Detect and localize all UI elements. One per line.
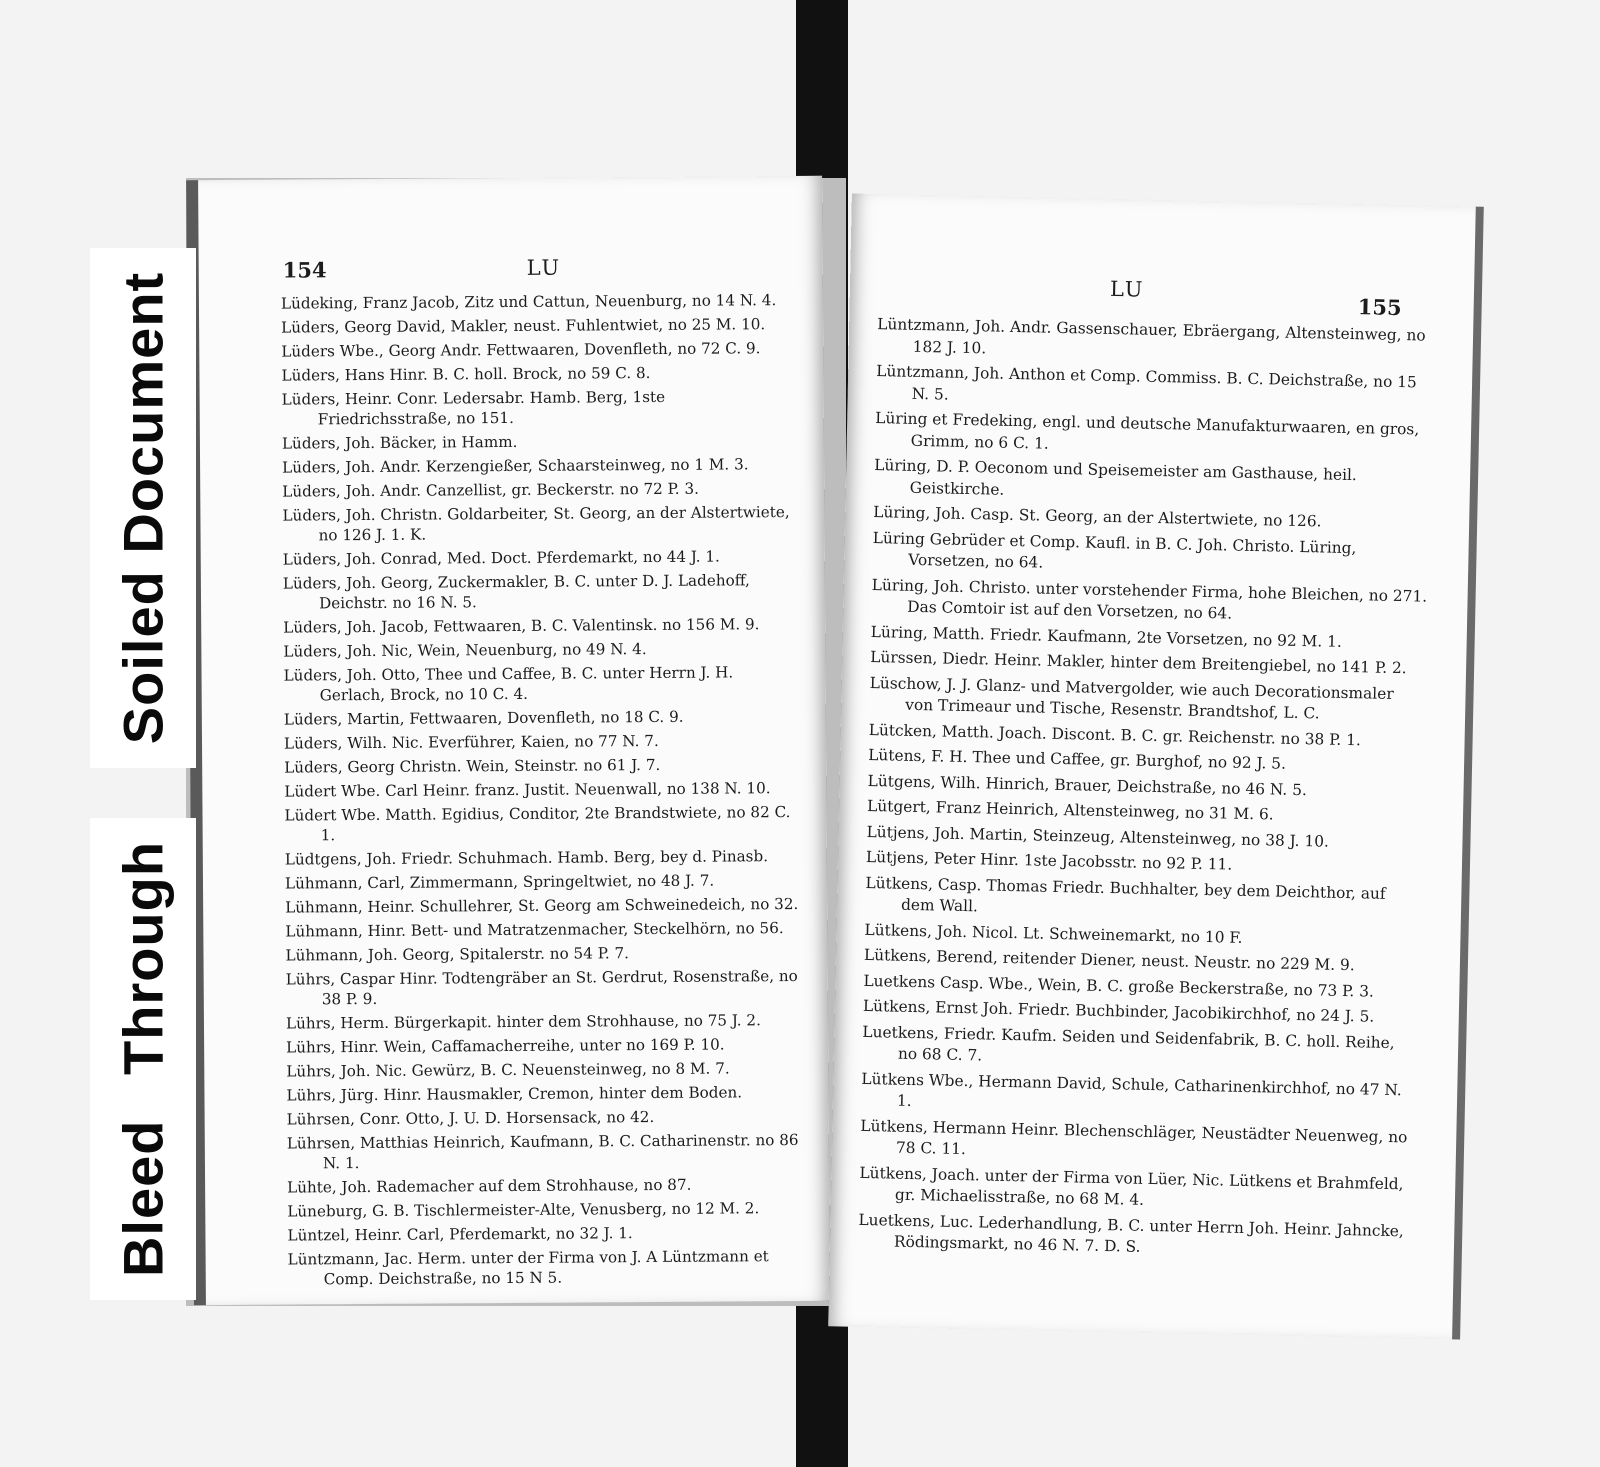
directory-entry: Lüders, Martin, Fettwaaren, Dovenfleth, no 18 C. 9. bbox=[283, 707, 684, 729]
directory-entry: Lühmann, Carl, Zimmermann, Springeltwiet, no 48 J. 7. bbox=[284, 871, 715, 893]
directory-entry: Lütgens, Wilh. Hinrich, Brauer, Deichstraße, no 46 N. 5. bbox=[867, 771, 1308, 799]
directory-entry: Lührs, Herm. Bürgerkapit. hinter dem Strohhause, no 75 J. 2. bbox=[285, 1011, 761, 1033]
soiled-document-label bbox=[90, 248, 196, 768]
directory-entry: Lütkens Wbe., Hermann David, Schule, Catharinenkirchhof, no 47 N. 1. bbox=[861, 1069, 1402, 1110]
directory-entry: Lührs, Hinr. Wein, Caffamacherreihe, unter no 169 P. 10. bbox=[286, 1035, 725, 1057]
bleed-through-label bbox=[90, 818, 196, 1300]
directory-entry: Lührs, Joh. Nic. Gewürz, B. C. Neuensteinweg, no 8 M. 7. bbox=[286, 1059, 730, 1081]
directory-entry: Lührs, Jürg. Hinr. Hausmakler, Cremon, hinter dem Boden. bbox=[286, 1083, 743, 1105]
directory-entry: Lüders Wbe., Georg Andr. Fettwaaren, Dovenfleth, no 72 C. 9. bbox=[281, 339, 761, 361]
left-page bbox=[186, 176, 830, 1305]
directory-entry: Lüring, Matth. Friedr. Kaufmann, 2te Vorsetzen, no 92 M. 1. bbox=[870, 622, 1343, 651]
directory-entry: Lüders, Joh. Bäcker, in Hamm. bbox=[281, 432, 518, 453]
directory-entry: Lüring Gebrüder et Comp. Kaufl. in B. C. Joh. Christo. Lüring, Vorsetzen, no 64. bbox=[872, 528, 1357, 572]
directory-entry: Luetkens Casp. Wbe., Wein, B. C. große Beckerstraße, no 73 P. 3. bbox=[863, 971, 1375, 1001]
directory-entry: Lühmann, Heinr. Schullehrer, St. Georg am Schweinedeich, no 32. bbox=[285, 894, 799, 917]
directory-entry: Lüders, Wilh. Nic. Everführer, Kaien, no 77 N. 7. bbox=[283, 731, 659, 753]
directory-entry: Lütjens, Joh. Martin, Steinzeug, Altensteinweg, no 38 J. 10. bbox=[866, 822, 1330, 851]
directory-entry: Lüring, Joh. Christo. unter vorstehender Firma, hohe Bleichen, no 271. Das Comtoir ist auf den Vorsetzen, no 64. bbox=[871, 575, 1428, 623]
directory-entry: Lürssen, Diedr. Heinr. Makler, hinter dem Breitengiebel, no 141 P. 2. bbox=[870, 647, 1407, 678]
running-head: LU bbox=[526, 255, 562, 280]
directory-entry: Lütkens, Hermann Heinr. Blechenschläger, Neustädter Neuenweg, no 78 C. 11. bbox=[860, 1116, 1408, 1159]
directory-entry: Lüders, Hans Hinr. B. C. holl. Brock, no 59 C. 8. bbox=[281, 363, 651, 385]
directory-entry: Lütcken, Matth. Joach. Discont. B. C. gr. Reichenstr. no 38 P. 1. bbox=[868, 720, 1362, 749]
directory-entry: Lütkens, Casp. Thomas Friedr. Buchhalter, bey dem Deichthor, auf dem Wall. bbox=[865, 873, 1386, 916]
directory-entry: Lüders, Joh. Otto, Thee und Caffee, B. C. unter Herrn J. H. Gerlach, Brock, no 10 C. 4. bbox=[283, 663, 734, 705]
directory-entries bbox=[199, 290, 830, 1290]
directory-entry: Luetkens, Friedr. Kaufm. Seiden und Seidenfabrik, B. C. holl. Reihe, no 68 C. 7. bbox=[862, 1022, 1395, 1065]
directory-entry: Lüntzmann, Joh. Anthon et Comp. Commiss. B. C. Deichstraße, no 15 N. 5. bbox=[876, 362, 1417, 404]
directory-entry: Lüneburg, G. B. Tischlermeister-Alte, Venusberg, no 12 M. 2. bbox=[287, 1199, 760, 1221]
directory-entries bbox=[830, 313, 1474, 1264]
directory-entry: Lüders, Joh. Andr. Kerzengießer, Schaarsteinweg, no 1 M. 3. bbox=[282, 455, 749, 477]
directory-entry: Lütjens, Peter Hinr. 1ste Jacobsstr. no 92 P. 11. bbox=[865, 847, 1233, 874]
directory-entry: Lühmann, Joh. Georg, Spitalerstr. no 54 P. 7. bbox=[285, 944, 630, 965]
directory-entry: Lüschow, J. J. Glanz- und Matvergolder, wie auch Decorationsmaler von Trimeaur und Tische, Resenstr. Brandtshof, L. C. bbox=[869, 673, 1394, 723]
directory-entry: Lüntzmann, Joh. Andr. Gassenschauer, Ebräergang, Altensteinweg, no 182 J. 10. bbox=[877, 315, 1426, 357]
directory-entry: Lüdert Wbe. Carl Heinr. franz. Justit. Neuenwall, no 138 N. 10. bbox=[284, 779, 771, 801]
directory-entry: Lüdeking, Franz Jacob, Zitz und Cattun, Neuenburg, no 14 N. 4. bbox=[280, 291, 777, 313]
label-text: Soiled Document bbox=[111, 271, 175, 745]
directory-entry: Lüntzel, Heinr. Carl, Pferdemarkt, no 32 J. 1. bbox=[287, 1224, 633, 1245]
directory-entry: Lüders, Georg Christn. Wein, Steinstr. no 61 J. 7. bbox=[284, 755, 661, 777]
directory-entry: Lüring, D. P. Oeconom und Speisemeister am Gasthause, heil. Geistkirche. bbox=[874, 456, 1358, 499]
directory-entry: Lührsen, Matthias Heinrich, Kaufmann, B. C. Catharinenstr. no 86 N. 1. bbox=[286, 1130, 799, 1173]
directory-entry: Lüders, Joh. Jacob, Fettwaaren, B. C. Valentinsk. no 156 M. 9. bbox=[283, 615, 760, 637]
directory-entry: Lüdtgens, Joh. Friedr. Schuhmach. Hamb. Berg, bey d. Pinasb. bbox=[284, 847, 769, 869]
directory-entry: Lütkens, Berend, reitender Diener, neust. Neustr. no 229 M. 9. bbox=[863, 945, 1355, 975]
directory-entry: Lüders, Joh. Andr. Canzellist, gr. Beckerstr. no 72 P. 3. bbox=[282, 479, 699, 501]
page-number: 155 bbox=[1357, 294, 1402, 321]
directory-entry: Lüders, Heinr. Conr. Ledersabr. Hamb. Berg, 1ste Friedrichsstraße, no 151. bbox=[281, 387, 666, 429]
directory-entry: Lühmann, Hinr. Bett- und Matratzenmacher, Steckelhörn, no 56. bbox=[285, 919, 784, 941]
directory-entry: Lütgert, Franz Heinrich, Altensteinweg, no 31 M. 6. bbox=[866, 796, 1274, 824]
directory-entry: Lüders, Joh. Nic, Wein, Neuenburg, no 49 N. 4. bbox=[283, 640, 647, 661]
running-head: LU bbox=[1109, 276, 1145, 302]
directory-entry: Luetkens, Luc. Lederhandlung, B. C. unter Herrn Joh. Heinr. Jahncke, Rödingsmarkt, no 46 N. 7. D. S. bbox=[858, 1210, 1404, 1256]
directory-entry: Lütkens, Joach. unter der Firma von Lüer, Nic. Lütkens et Brahmfeld, gr. Michaelisstraße, no 68 M. 4. bbox=[859, 1163, 1404, 1209]
directory-entry: Lühte, Joh. Rademacher auf dem Strohhause, no 87. bbox=[287, 1175, 692, 1197]
right-page bbox=[828, 194, 1484, 1340]
label-text: Bleed Through bbox=[111, 840, 175, 1278]
directory-entry: Lütkens, Ernst Joh. Friedr. Buchbinder, Jacobikirchhof, no 24 J. 5. bbox=[862, 996, 1375, 1026]
page-number: 154 bbox=[282, 257, 327, 283]
directory-entry: Lüders, Joh. Conrad, Med. Doct. Pferdemarkt, no 44 J. 1. bbox=[282, 547, 720, 569]
directory-entry: Lüring et Fredeking, engl. und deutsche Manufakturwaaren, en gros, Grimm, no 6 C. 1. bbox=[875, 409, 1420, 453]
directory-entry: Lütkens, Joh. Nicol. Lt. Schweinemarkt, no 10 F. bbox=[864, 920, 1243, 947]
directory-entry: Lüring, Joh. Casp. St. Georg, an der Alstertwiete, no 126. bbox=[873, 503, 1322, 531]
directory-entry: Lüders, Georg David, Makler, neust. Fuhlentwiet, no 25 M. 10. bbox=[281, 315, 766, 337]
left-page-header bbox=[199, 246, 823, 294]
directory-entry: Lütens, F. H. Thee und Caffee, gr. Burghof, no 92 J. 5. bbox=[867, 745, 1287, 773]
right-page-header bbox=[850, 263, 1475, 320]
directory-entry: Lüdert Wbe. Matth. Egidius, Conditor, 2te Brandstwiete, no 82 C. 1. bbox=[284, 803, 791, 845]
directory-entry: Lüders, Joh. Georg, Zuckermakler, B. C. unter D. J. Ladehoff, Deichstr. no 16 N. 5. bbox=[282, 571, 750, 613]
directory-entry: Lüntzmann, Jac. Herm. unter der Firma von J. A Lüntzmann et Comp. Deichstraße, no 15 N 5. bbox=[287, 1247, 769, 1289]
directory-entry: Lührs, Caspar Hinr. Todtengräber an St. Gerdrut, Rosenstraße, no 38 P. 9. bbox=[285, 966, 798, 1009]
directory-entry: Lührsen, Conr. Otto, J. U. D. Horsensack, no 42. bbox=[286, 1107, 655, 1129]
directory-entry: Lüders, Joh. Christn. Goldarbeiter, St. Georg, an der Alstertwiete, no 126 J. 1. K. bbox=[282, 503, 790, 545]
